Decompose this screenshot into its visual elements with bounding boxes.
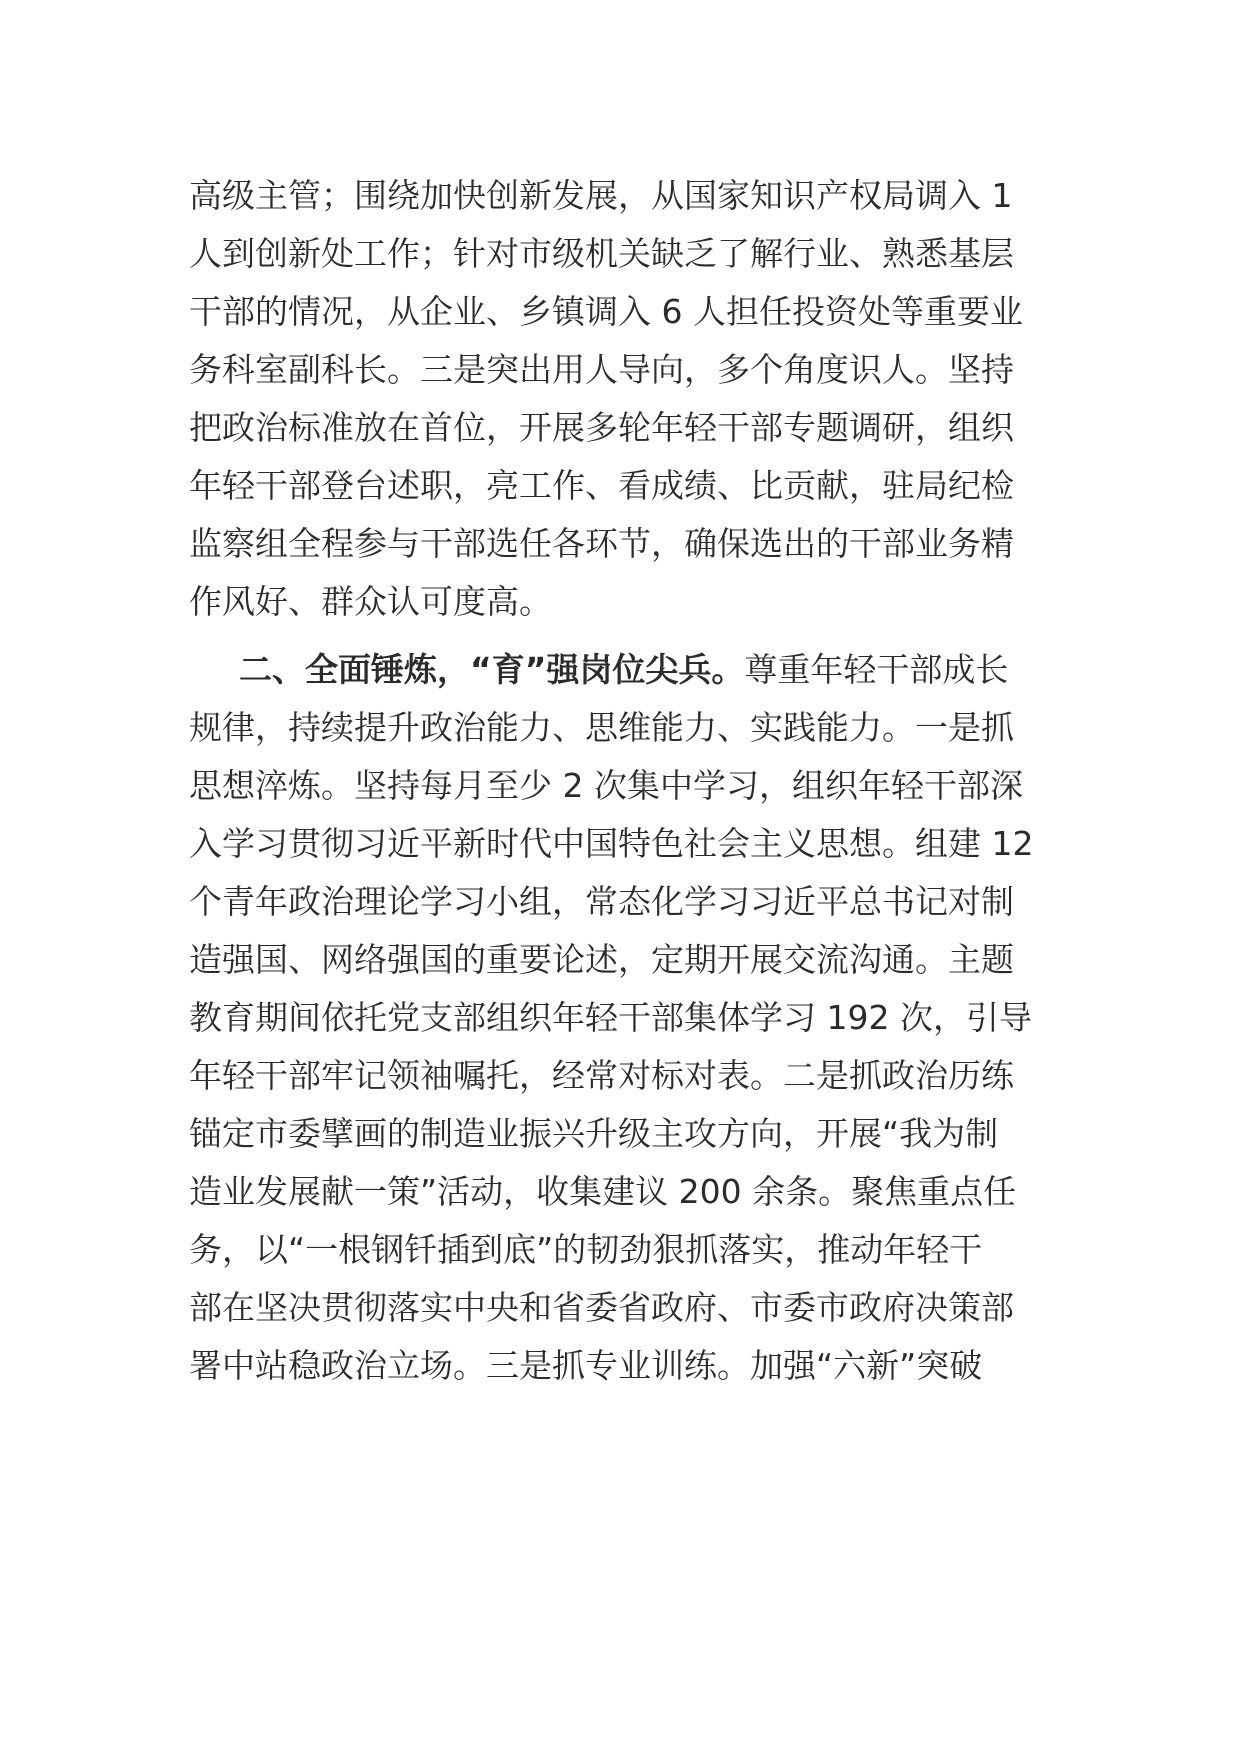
text-line: 教育期间依托党支部组织年轻干部集体学习 192 次，引导: [189, 998, 1032, 1037]
text-line: 入学习贯彻习近平新时代中国特色社会主义思想。组建 12: [189, 824, 1034, 863]
text-line: 思想淬炼。坚持每月至少 2 次集中学习，组织年轻干部深: [189, 766, 1023, 805]
text-line: 年轻干部登台述职，亮工作、看成绩、比贡献，驻局纪检: [189, 466, 1014, 505]
text-line: 监察组全程参与干部选任各环节，确保选出的干部业务精: [189, 524, 1014, 563]
text-line: 干部的情况，从企业、乡镇调入 6 人担任投资处等重要业: [189, 292, 1023, 331]
section-heading: 二、全面锤炼，“育”强岗位尖兵。: [239, 650, 745, 689]
text-line: 部在坚决贯彻落实中央和省委省政府、市委市政府决策部: [189, 1288, 1014, 1327]
text-line: 造业发展献一策”活动，收集建议 200 余条。聚焦重点任: [189, 1172, 1017, 1211]
text-line: 人到创新处工作；针对市级机关缺乏了解行业、熟悉基层: [189, 234, 1014, 273]
text-line: 作风好、群众认可度高。: [189, 582, 552, 621]
text-line: 规律，持续提升政治能力、思维能力、实践能力。一是抓: [189, 708, 1014, 747]
text-line: 锚定市委擘画的制造业振兴升级主攻方向，开展“我为制: [189, 1114, 999, 1153]
text-line: 个青年政治理论学习小组，常态化学习习近平总书记对制: [189, 882, 1014, 921]
text-line: 署中站稳政治立场。三是抓专业训练。加强“六新”突破: [189, 1346, 983, 1385]
text-run: 尊重年轻干部成长: [744, 650, 1009, 689]
text-line: 把政治标准放在首位，开展多轮年轻干部专题调研，组织: [189, 408, 1014, 447]
text-line: 务科室副科长。三是突出用人导向，多个角度识人。坚持: [189, 350, 1014, 389]
text-line: 造强国、网络强国的重要论述，定期开展交流沟通。主题: [189, 940, 1014, 979]
text-line: 务，以“一根钢钎插到底”的韧劲狠抓落实，推动年轻干: [189, 1230, 983, 1269]
paragraph-first-line: [239, 637, 1059, 703]
text-line: 年轻干部牢记领袖嘱托，经常对标对表。二是抓政治历练: [189, 1056, 1014, 1095]
text-line: 高级主管；围绕加快创新发展，从国家知识产权局调入 1: [189, 176, 1013, 215]
